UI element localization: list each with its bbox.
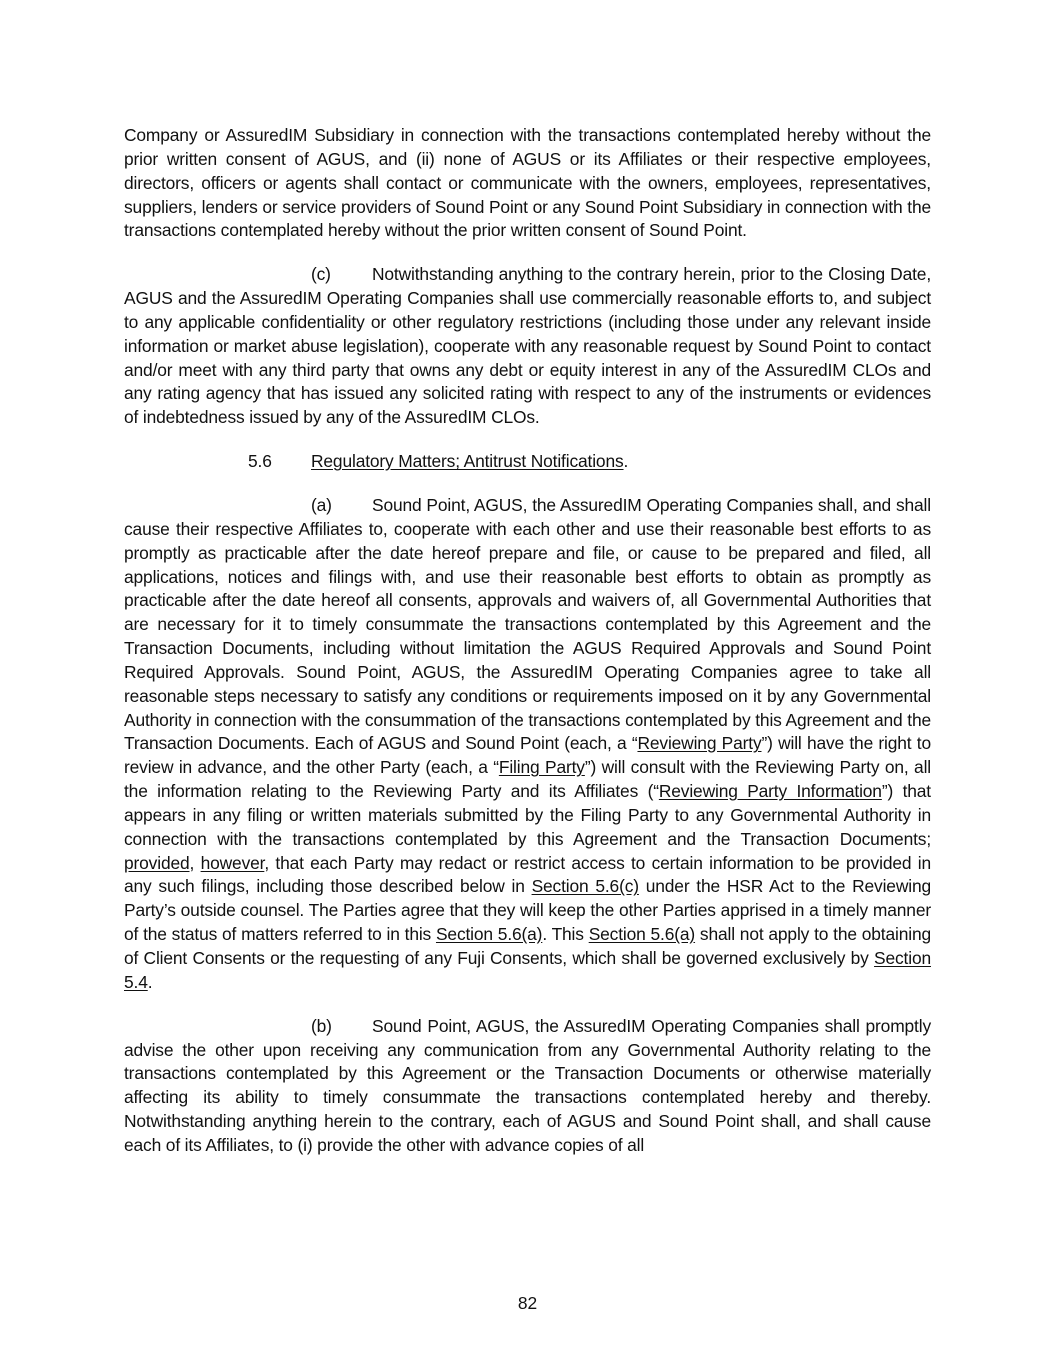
paragraph-5-6-a [124,494,931,995]
paragraph-text: under the HSR Act to the Reviewing Party’s outside counsel. The Parties agree that they will keep the other Parties apprised in a timely manner of the status of matters referred to in this [124,876,931,945]
section-heading-5-6 [124,450,931,474]
defined-term-reviewing-party: Reviewing Party [637,733,762,754]
defined-term-filing-party: Filing Party [498,757,585,778]
paragraph-marker: (a) [311,494,332,515]
paragraph-text: Notwithstanding anything to the contrary herein, prior to the Closing Date, AGUS and the AssuredIM Operating Companies shall use commercially reasonable efforts to, and subject to any applicable confidentiality or other regulatory restrictions (including those under any relevant inside information or market abuse legislation), cooperate with any reasonable request by Sound Point to contact and/or meet with any third party that owns any debt or equity interest in any of the AssuredIM CLOs and any rating agency that has issued any solicited rating with respect to any of the instruments or evidences of indebtedness issued by any of the AssuredIM CLOs. [124,264,931,428]
paragraph-5-6-b [124,1015,931,1158]
page-number: 82 [517,1293,538,1313]
cross-reference-section-5-6-a: Section 5.6(a) [435,924,543,945]
paragraph-marker: (b) [311,1015,332,1036]
paragraph-text: ”) that appears in any filing or written materials submitted by the Filing Party to any Governmental Authority in connection with the transactions contemplated by this Agreement and the Transaction Documents; [124,781,931,849]
emphasis-provided: provided [124,852,190,873]
paragraph-5-5-c [124,263,931,430]
paragraph-text: Company or AssuredIM Subsidiary in connection with the transactions contemplated hereby without the prior written consent of AGUS, and (ii) none of AGUS or its Affiliates or their respective employees, directors, officers or agents shall contact or communicate with the owners, employees, representatives, suppliers, lenders or service providers of Sound Point or any Sound Point Subsidiary in connection with the transactions contemplated hereby without the prior written consent of Sound Point. [124,125,931,241]
cross-reference-section-5-6-a: Section 5.6(a) [588,924,696,945]
emphasis-however: however [200,852,265,873]
paragraph-text: Sound Point, AGUS, the AssuredIM Operating Companies shall promptly advise the other upon receiving any communication from any Governmental Authority relating to the transactions contemplated by this Agreement or the Transaction Documents or otherwise materially affecting its ability to timely consummate the transactions contemplated hereby and thereby. Notwithstanding anything herein to the contrary, each of AGUS and Sound Point shall, and shall cause each of its Affiliates, to (i) provide the other with advance copies of all [124,1015,931,1155]
paragraph-text: , [189,852,201,873]
document-page [124,124,931,1158]
cross-reference-section-5-4: Section 5.4 [124,948,931,992]
paragraph-text: , that each Party may redact or restrict access to certain information to be provided in any such filings, including those described below in [124,852,931,897]
paragraph-text: . [147,971,153,992]
defined-term-reviewing-party-information: Reviewing Party Information [658,781,882,802]
section-title: Regulatory Matters; Antitrust Notifications [311,451,624,472]
paragraph-text: . This [542,924,589,945]
paragraph-text: Sound Point, AGUS, the AssuredIM Operating Companies shall, and shall cause their respective Affiliates to, cooperate with each other and use their reasonable best efforts to as promptly as practicable after the date hereof prepare and file, or cause to be prepared and filed, all applications, notices and filings with, and use their reasonable best efforts to obtain as promptly as practicable after the date hereof all consents, approvals and waivers of, all Governmental Authorities that are necessary for it to timely consummate the transactions contemplated by this Agreement and the Transaction Documents, including without limitation the AGUS Required Approvals and Sound Point Required Approvals. Sound Point, AGUS, the AssuredIM Operating Companies agree to take all reasonable steps necessary to satisfy any conditions or requirements imposed on it by any Governmental Authority in connection with the consummation of the transactions contemplated by this Agreement and the Transaction Documents. Each of AGUS and Sound Point (each, a “ [124,494,931,754]
section-title-suffix: . [623,451,629,472]
paragraph-marker: (c) [311,264,331,285]
paragraph-text: shall not apply to the obtaining of Client Consents or the requesting of any Fuji Consents, which shall be governed exclusively by [124,924,931,968]
paragraph-text: ”) will have the right to review in advance, and the other Party (each, a “ [124,733,931,778]
paragraph-text: ”) will consult with the Reviewing Party on, all the information relating to the Reviewing Party and its Affiliates (“ [124,757,931,802]
cross-reference-section-5-6-c: Section 5.6(c) [531,876,639,897]
section-number: 5.6 [248,451,272,472]
paragraph-continuation [124,124,931,243]
